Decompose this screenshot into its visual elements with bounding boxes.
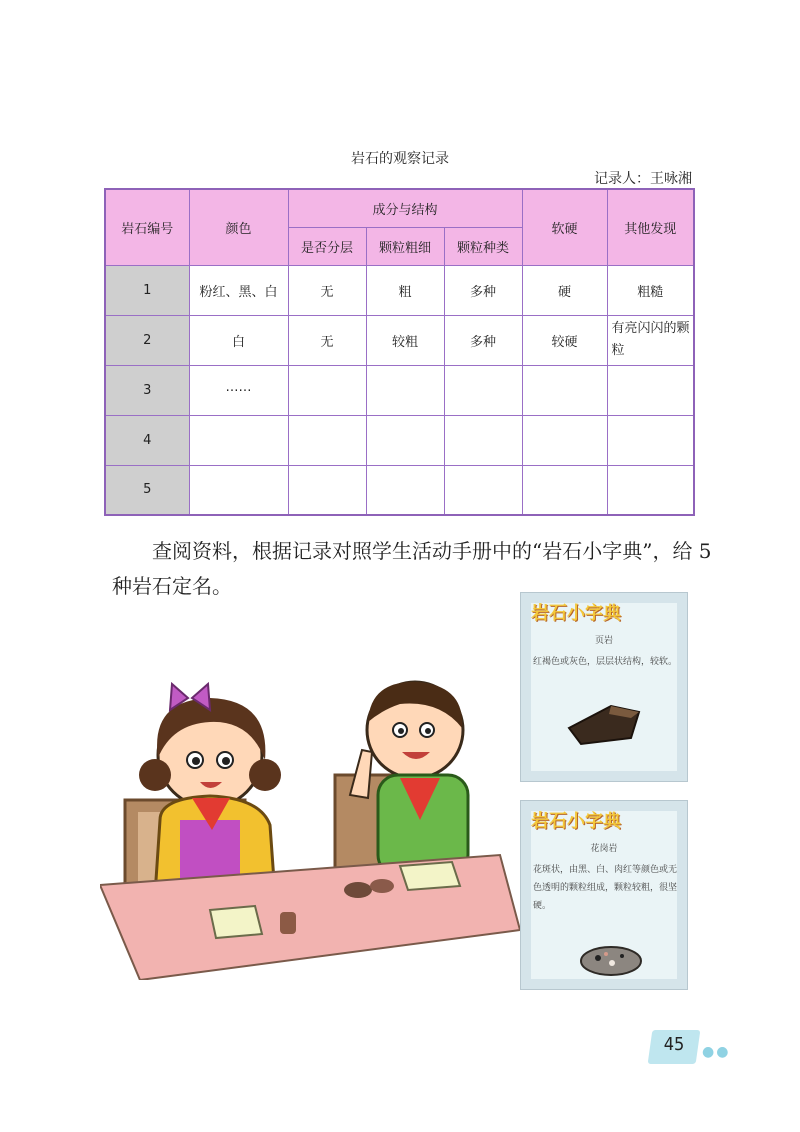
header-grain-size: 颗粒粗细 <box>366 227 444 265</box>
header-other: 其他发现 <box>607 189 694 265</box>
cell-grain-types <box>444 465 522 515</box>
card-description: 红褐色或灰色，层层状结构，较软。 <box>533 657 678 667</box>
rock-dictionary-card <box>520 800 688 990</box>
rock-observation-table <box>104 188 695 516</box>
recorder-name: 王咏湘 <box>650 171 692 187</box>
table-row <box>105 465 694 515</box>
cell-rock-no: 1 <box>105 265 189 315</box>
header-composition: 成分与结构 <box>288 189 522 227</box>
granite-photo <box>576 941 646 981</box>
page-number: 45 <box>663 1034 685 1055</box>
table-row <box>105 265 694 315</box>
cell-hardness <box>522 465 607 515</box>
paper-right <box>400 862 460 890</box>
cell-color <box>189 415 288 465</box>
cell-rock-no: 4 <box>105 415 189 465</box>
table-title: 岩石的观察记录 <box>351 151 449 167</box>
recorder-label: 记录人： <box>594 171 650 187</box>
cell-layered <box>288 415 366 465</box>
cell-other <box>607 415 694 465</box>
children-illustration <box>100 680 520 980</box>
shale-photo <box>561 698 651 748</box>
card-title: 岩石小字典 <box>531 811 621 832</box>
cell-layered: 无 <box>288 265 366 315</box>
card-rock-name: 花岗岩 <box>590 844 618 854</box>
cell-layered: 无 <box>288 315 366 365</box>
card-title: 岩石小字典 <box>531 603 621 624</box>
rock-dictionary-card <box>520 592 688 782</box>
instruction-paragraph: 查阅资料，根据记录对照学生活动手册中的“岩石小字典”，给 5 种岩石定名。 <box>112 539 712 598</box>
cell-grain-types: 多种 <box>444 315 522 365</box>
decorative-dots: ●● <box>702 1044 731 1060</box>
cell-rock-no: 3 <box>105 365 189 415</box>
cell-grain-size: 粗 <box>366 265 444 315</box>
table-row <box>105 415 694 465</box>
table-row <box>105 315 694 365</box>
header-rock-no: 岩石编号 <box>105 189 189 265</box>
cell-grain-size <box>366 415 444 465</box>
cell-hardness: 较硬 <box>522 315 607 365</box>
cell-other <box>607 365 694 415</box>
cell-hardness <box>522 365 607 415</box>
rock-sample <box>280 912 296 934</box>
card-description: 花斑状，由黑、白、肉红等颜色或无色透明的颗粒组成，颗粒较粗，很坚硬。 <box>533 865 678 911</box>
cell-color: 白 <box>189 315 288 365</box>
cell-other: 粗糙 <box>607 265 694 315</box>
cell-other <box>607 465 694 515</box>
header-color: 颜色 <box>189 189 288 265</box>
table-row <box>105 365 694 415</box>
cell-grain-size: 较粗 <box>366 315 444 365</box>
card-rock-name: 页岩 <box>594 636 613 646</box>
cell-grain-types <box>444 415 522 465</box>
rock-sample <box>344 882 372 898</box>
header-layered: 是否分层 <box>288 227 366 265</box>
cell-layered <box>288 465 366 515</box>
header-hardness: 软硬 <box>522 189 607 265</box>
cell-color: 粉红、黑、白 <box>189 265 288 315</box>
cell-grain-types <box>444 365 522 415</box>
cell-color <box>189 465 288 515</box>
cell-layered <box>288 365 366 415</box>
cell-grain-size <box>366 465 444 515</box>
cell-rock-no: 5 <box>105 465 189 515</box>
cell-hardness: 硬 <box>522 265 607 315</box>
cell-hardness <box>522 415 607 465</box>
header-grain-types: 颗粒种类 <box>444 227 522 265</box>
recorder-line <box>594 168 692 188</box>
rock-sample <box>370 879 394 893</box>
cell-color: …… <box>189 365 288 415</box>
cell-grain-types: 多种 <box>444 265 522 315</box>
paper-left <box>210 906 262 938</box>
cell-other: 有亮闪闪的颗粒 <box>607 315 694 365</box>
cell-grain-size <box>366 365 444 415</box>
cell-rock-no: 2 <box>105 315 189 365</box>
